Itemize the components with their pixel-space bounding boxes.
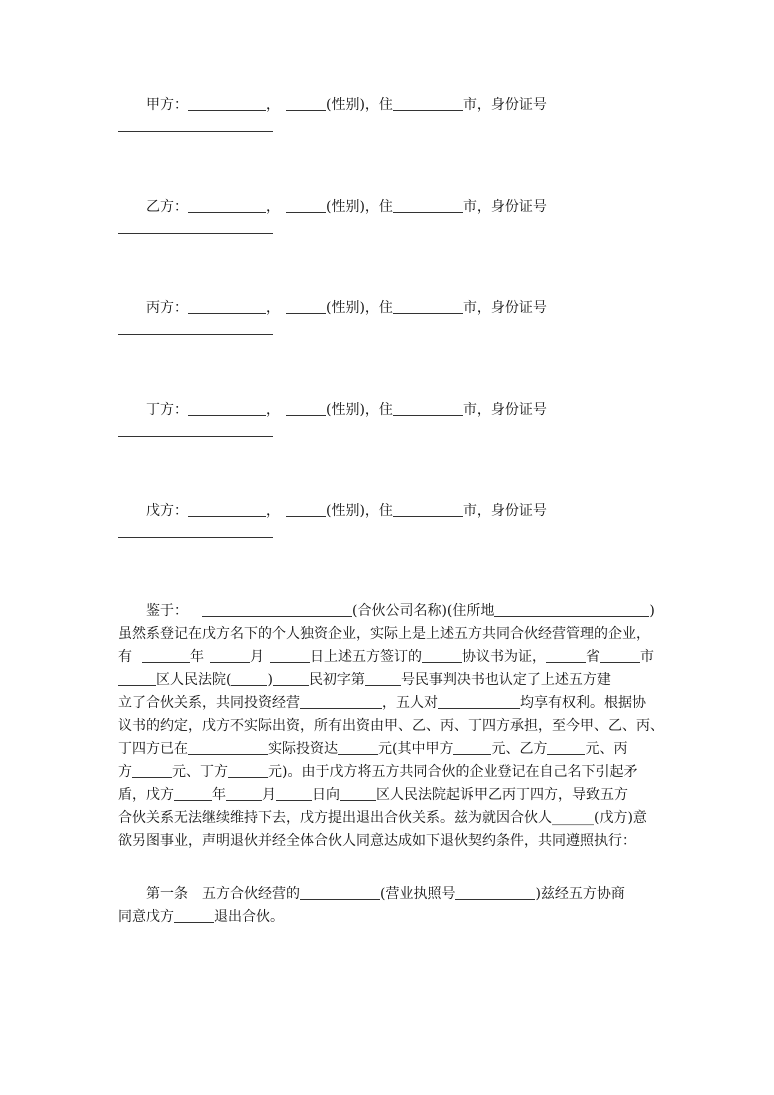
id-number-blank[interactable] [118,320,273,335]
business-name-blank[interactable] [300,885,380,900]
id-number-blank[interactable] [118,523,273,538]
party-label: 乙方： [146,199,188,215]
id-number-blank[interactable] [118,219,273,234]
party-d-amount-blank[interactable] [228,763,268,778]
city-blank[interactable] [393,401,463,416]
name-blank[interactable] [188,401,266,416]
article-1: 第一条 五方合伙经营的 (营业执照号 )兹经五方协商 同意戊方 退出合伙。 [118,886,625,925]
party-a-block: 甲方： ， (性别)，住 市，身份证号 [118,95,678,132]
name-blank[interactable] [188,299,266,314]
withdrawing-party-blank[interactable] [174,908,214,923]
party-c-block: 丙方： ， (性别)，住 市，身份证号 [118,298,678,335]
party-b-block: 乙方： ， (性别)，住 市，身份证号 [118,197,678,234]
id-number-blank[interactable] [118,117,273,132]
party-label: 戊方： [146,503,188,519]
city-blank[interactable] [393,299,463,314]
business-blank[interactable] [300,694,382,709]
name-blank[interactable] [188,198,266,213]
city-blank[interactable] [393,198,463,213]
gender-blank[interactable] [286,198,326,213]
case-year-blank[interactable] [231,671,267,686]
party-c-amount-blank[interactable] [132,763,172,778]
case-number-blank[interactable] [365,671,401,686]
day-blank[interactable] [270,648,310,663]
month-blank[interactable] [210,648,250,663]
party-e-block: 戊方： ， (性别)，住 市，身份证号 [118,501,678,538]
province-blank[interactable] [546,648,586,663]
party-label: 甲方： [146,97,188,113]
suit-year-blank[interactable] [174,786,212,801]
suit-district-blank[interactable] [340,786,376,801]
suit-month-blank[interactable] [226,786,262,801]
party-a-amount-blank[interactable] [453,740,491,755]
total-investment-blank[interactable] [338,740,378,755]
suit-day-blank[interactable] [276,786,312,801]
party-label: 丙方： [146,300,188,316]
address-blank[interactable] [494,602,649,617]
name-blank[interactable] [188,502,266,517]
year-blank[interactable] [142,648,190,663]
court-code-blank[interactable] [273,671,309,686]
company-name-blank[interactable] [202,602,352,617]
gender-blank[interactable] [286,299,326,314]
city-blank[interactable] [393,502,463,517]
party-label: 丁方： [146,402,188,418]
rights-blank[interactable] [438,694,520,709]
name-blank[interactable] [188,96,266,111]
id-number-blank[interactable] [118,422,273,437]
city-blank[interactable] [600,648,640,663]
agreement-blank[interactable] [422,648,462,663]
location-blank[interactable] [188,740,268,755]
district-blank[interactable] [118,671,156,686]
gender-blank[interactable] [286,96,326,111]
gender-blank[interactable] [286,502,326,517]
party-b-amount-blank[interactable] [547,740,585,755]
party-d-block: 丁方： ， (性别)，住 市，身份证号 [118,400,678,437]
gender-blank[interactable] [286,401,326,416]
city-blank[interactable] [393,96,463,111]
recital-paragraph: 鉴于： (合伙公司名称)(住所地 ) 虽然系登记在戊方名下的个人独资企业，实际上是上述五方共同合伙经营管理的企业， 有 年 月 日上述五方签订的 协议书为证， 省 市 区人民法院( ) 民初字第 号民事判决书也认定了上述五方建 立了合伙关系，共同投资经营 ，五人对 均享有权利。根据协 议书的约定，戊方不实际出资，所有出资由甲、乙、丙、丁四方承担，至今甲、乙、丙、 丁四方已在 实际投资达 元(其中甲方 元、乙方 元、丙 方 元、丁方 元)。由于戊方将五方共同合伙的企业登记在自己名下引起矛 盾，戊方 年 月 日向 区人民法院起诉甲乙丙丁四方，导致五方 合伙关系无法继续维持下去，戊方提出退出合伙关系。兹为就因合伙人______(戊方)意 欲另图事业，声明退伙并经全体合伙人同意达成如下退伙契约条件，共同遵照执行： [118,603,664,849]
license-number-blank[interactable] [455,885,535,900]
